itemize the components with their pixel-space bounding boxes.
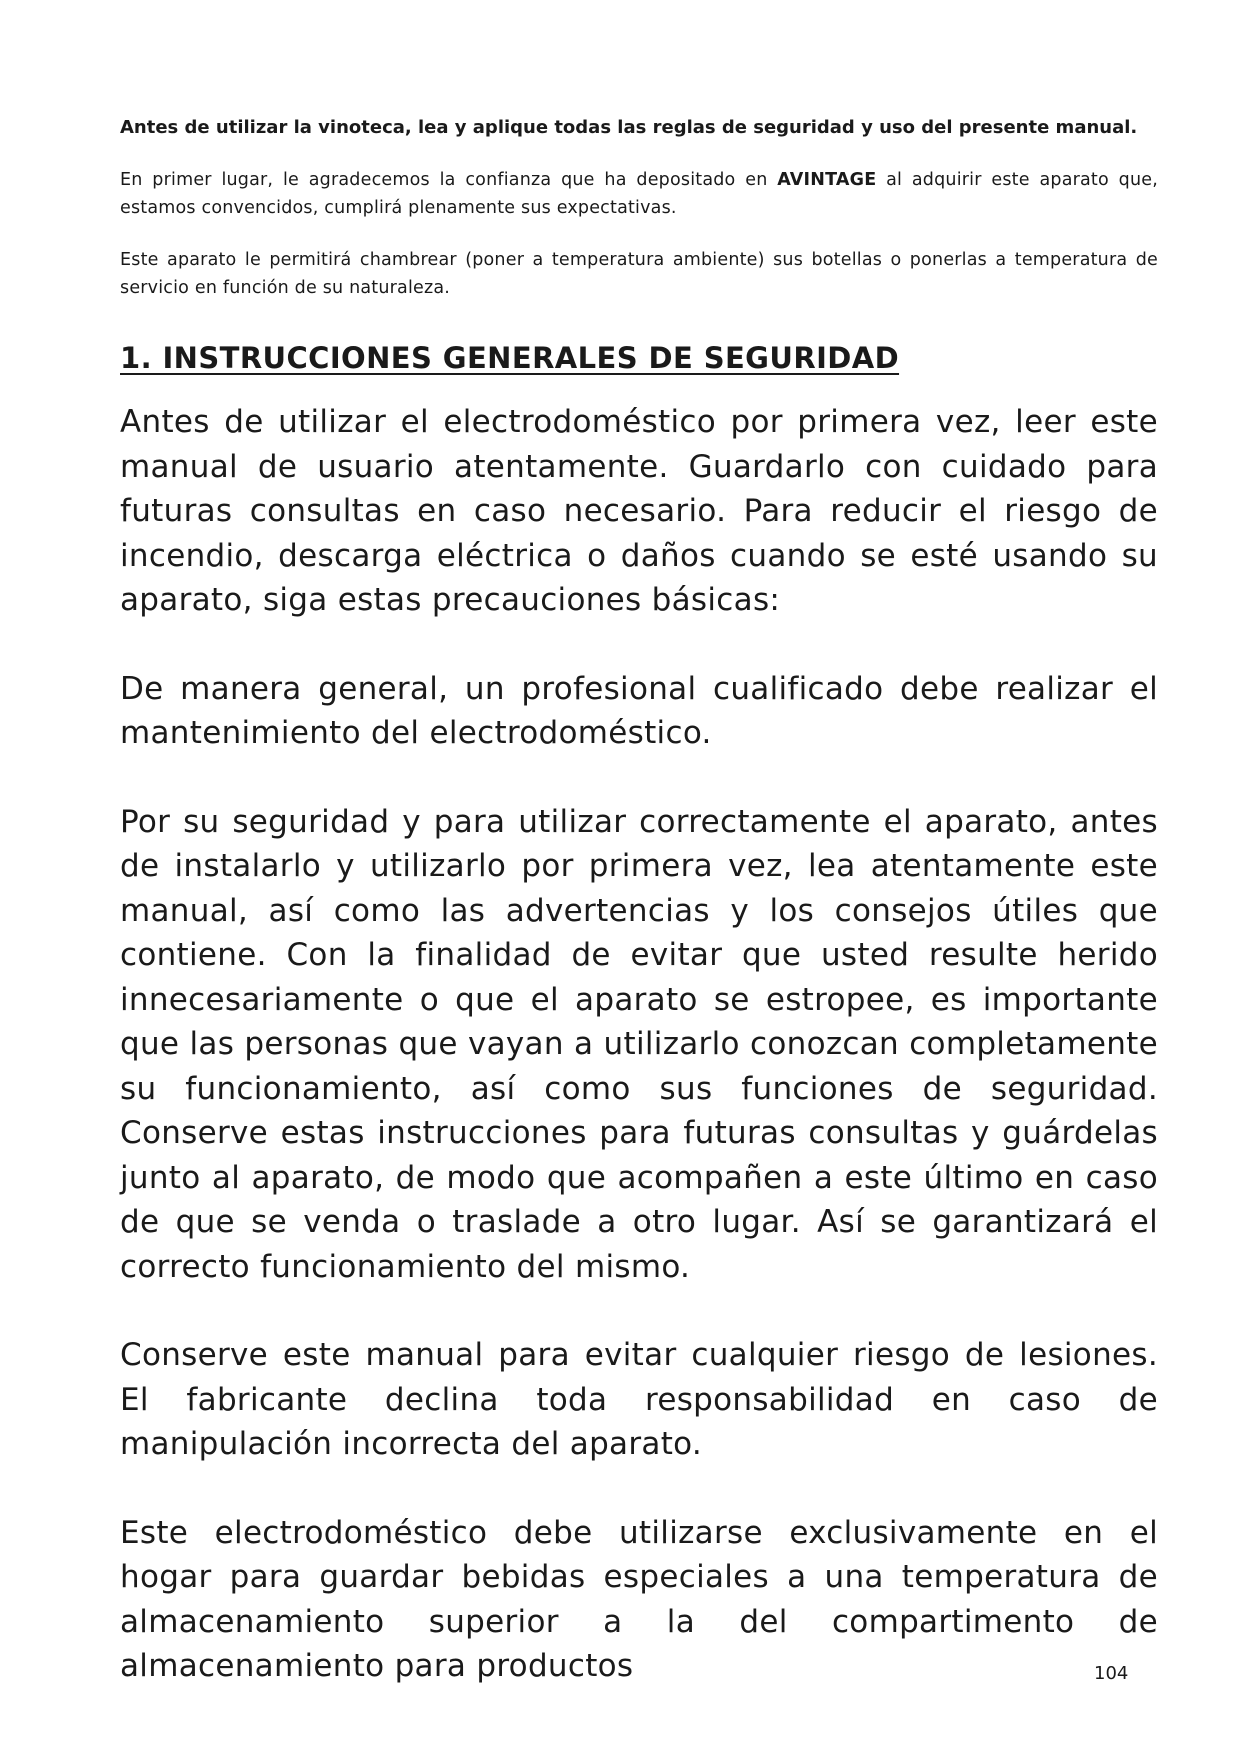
intro-warning: Antes de utilizar la vinoteca, lea y aplique todas las reglas de seguridad y uso del presente manual. — [120, 117, 1138, 138]
safety-paragraph-5: Este electrodoméstico debe utilizarse exclusivamente en el hogar para guardar bebidas especiales a una temperatura de almacenamiento superior a la del compartimento de almacenamiento para productos — [120, 1514, 1158, 1684]
safety-paragraph-1: Antes de utilizar el electrodoméstico por primera vez, leer este manual de usuario atentamente. Guardarlo con cuidado para futuras consultas en caso necesario. Para reducir el riesgo de incendio, descarga eléctrica o daños cuando se esté usando su aparato, siga estas precauciones básicas: — [120, 404, 1158, 618]
safety-paragraph-2: De manera general, un profesional cualificado debe realizar el mantenimiento del electrodoméstico. — [120, 670, 1158, 751]
purpose-paragraph: Este aparato le permitirá chambrear (poner a temperatura ambiente) sus botellas o ponerlas a temperatura de servicio en función de su naturaleza. — [120, 250, 1158, 298]
section-heading: 1. INSTRUCCIONES GENERALES DE SEGURIDAD — [120, 341, 900, 375]
page-content — [120, 114, 1158, 1733]
safety-paragraph-4: Conserve este manual para evitar cualquier riesgo de lesiones. El fabricante declina toda responsabilidad en caso de manipulación incorrecta del aparato. — [120, 1337, 1158, 1462]
page-number: 104 — [1094, 1663, 1129, 1684]
thanks-text-before: En primer lugar, le agradecemos la confianza que ha depositado en — [120, 170, 778, 190]
safety-paragraph-3: Por su seguridad y para utilizar correctamente el aparato, antes de instalarlo y utilizarlo por primera vez, lea atentamente este manual, así como las advertencias y los consejos útiles que contiene. Con la finalidad de evitar que usted resulte herido innecesariamente o que el aparato se estropee, es importante que las personas que vayan a utilizarlo conozcan completamente su funcionamiento, así como sus funciones de seguridad. Conserve estas instrucciones para futuras consultas y guárdelas junto al aparato, de modo que acompañen a este último en caso de que se venda o traslade a otro lugar. Así se garantizará el correcto funcionamiento del mismo. — [120, 803, 1158, 1285]
brand-name: AVINTAGE — [777, 170, 877, 190]
thanks-paragraph — [120, 166, 1158, 222]
thanks-text-after: al adquirir este aparato que, estamos convencidos, cumplirá plenamente sus expectativas. — [120, 170, 1158, 218]
